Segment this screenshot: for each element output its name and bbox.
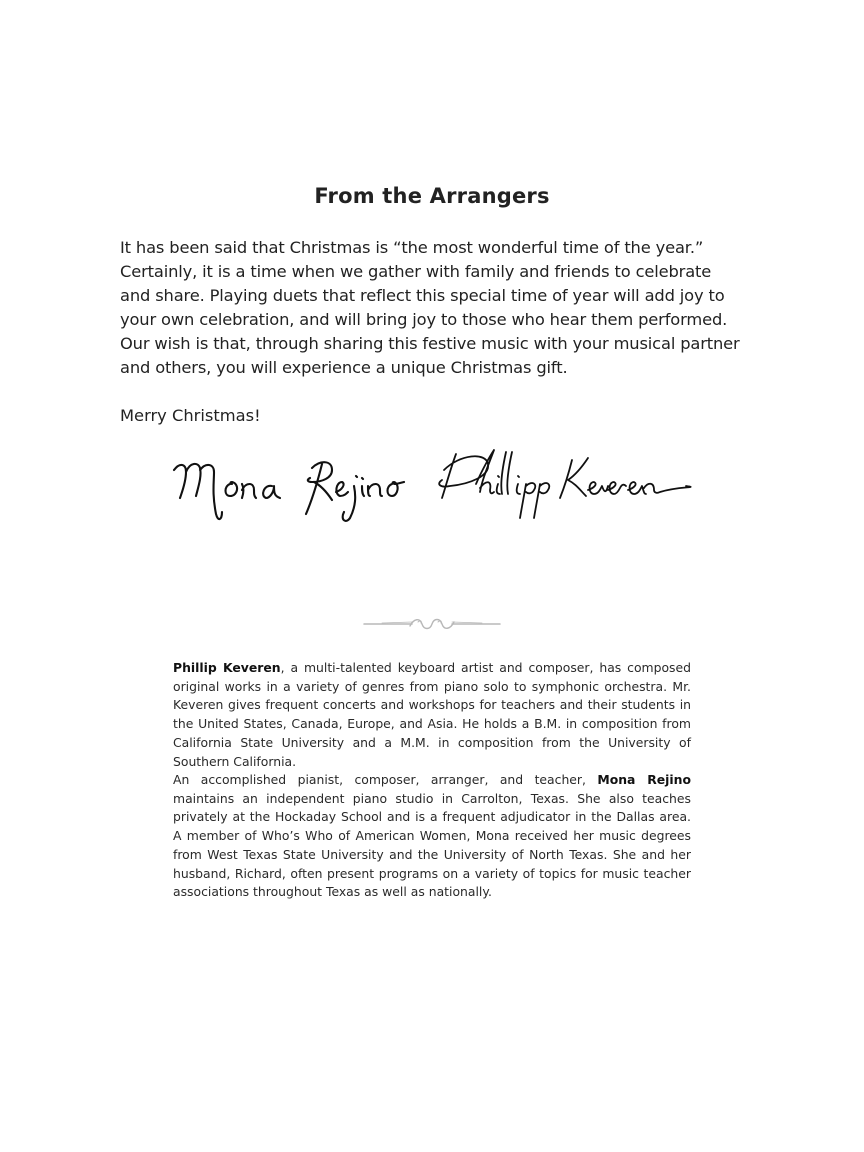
- bio-text: , a multi-talented keyboard artist and composer, has composed original works in a variety of genres from piano solo to symphonic orchestra. Mr. Keveren gives frequent concerts and workshops for teachers and their students in the United States, Canada, Europe, and Asia. He holds a B.M. in composition from California State University and a M.M. in composition from the University of Southern California.: [173, 660, 691, 769]
- intro-line: Certainly, it is a time when we gather with family and friends to celebrate: [120, 262, 712, 281]
- bio-paragraph: [173, 659, 691, 771]
- signature-mona-rejino: [174, 462, 404, 521]
- bio-name: Mona Rejino: [597, 772, 691, 787]
- bio-text: maintains an independent piano studio in Carrolton, Texas. She also teaches privately at the Hockaday School and is a frequent adjudicator in the Dallas area. A member of Who’s Who of American Women, Mona received her music degrees from West Texas State University and the University of North Texas. She and her husband, Richard, often present programs on a variety of topics for music teacher associations throughout Texas as well as nationally.: [173, 790, 691, 900]
- bio-name: Phillip Keveren: [173, 660, 281, 675]
- page-title: From the Arrangers: [314, 184, 550, 209]
- intro-line: your own celebration, and will bring joy to those who hear them performed.: [120, 310, 728, 329]
- intro-line: It has been said that Christmas is “the most wonderful time of the year.”: [120, 238, 704, 257]
- divider-ornament: [362, 614, 502, 634]
- signatures: [160, 440, 700, 530]
- intro-paragraph: [120, 236, 746, 380]
- greeting: Merry Christmas!: [120, 406, 261, 425]
- intro-line: Our wish is that, through sharing this festive music with your musical partner: [120, 334, 740, 353]
- bio-text: An accomplished pianist, composer, arranger, and teacher,: [173, 772, 598, 787]
- bio-paragraph: [173, 771, 691, 902]
- intro-line: and share. Playing duets that reflect this special time of year will add joy to: [120, 286, 725, 305]
- signature-phillip-keveren: [439, 450, 690, 518]
- intro-line: and others, you will experience a unique Christmas gift.: [120, 358, 568, 377]
